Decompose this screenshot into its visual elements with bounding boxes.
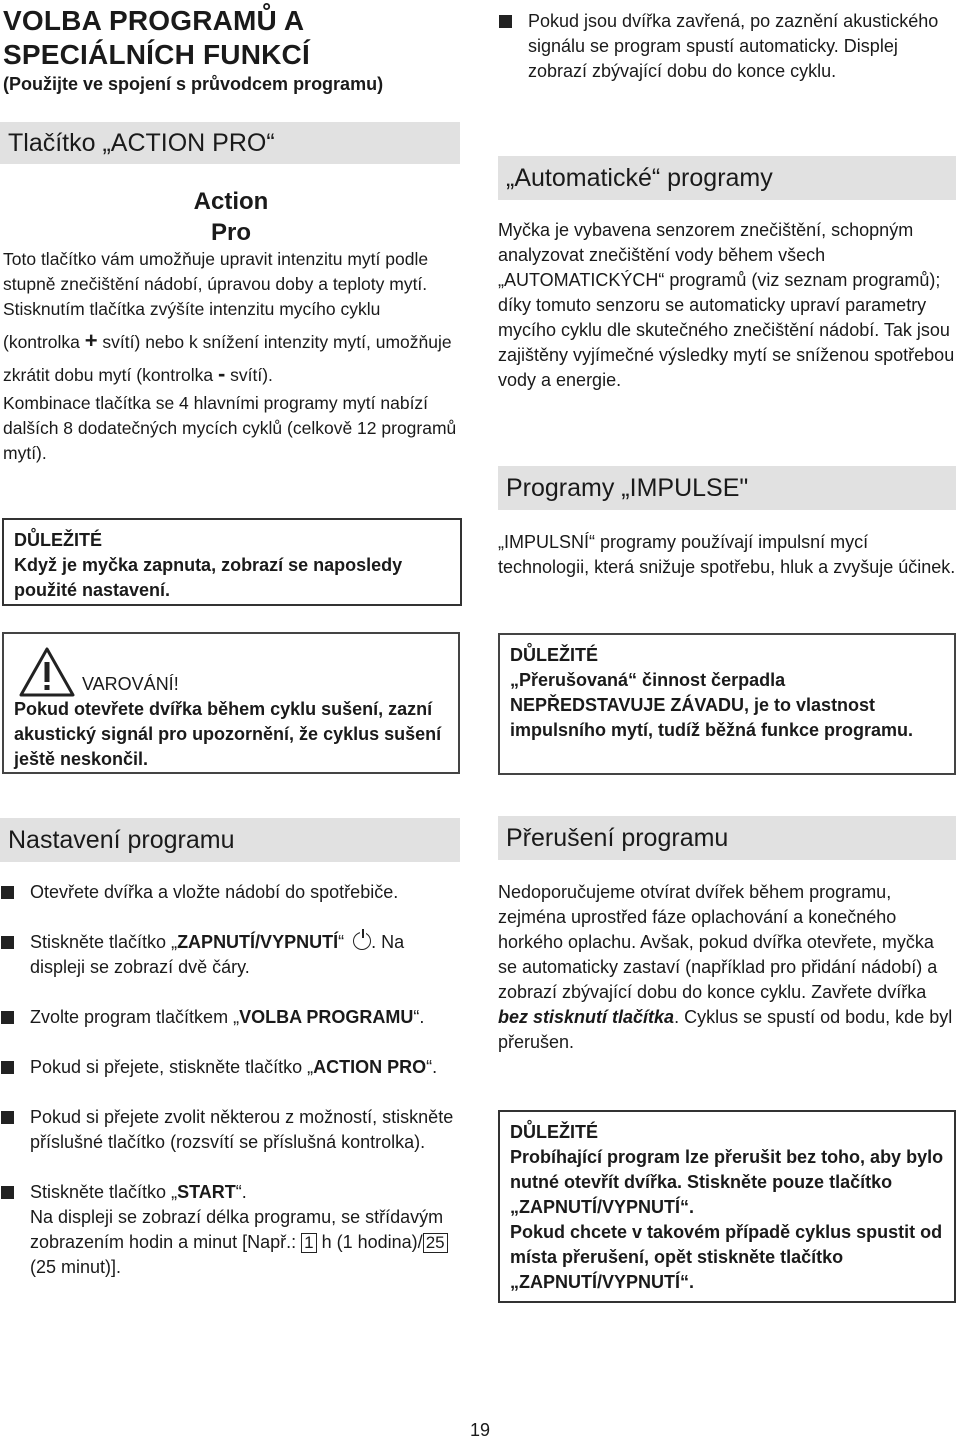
- step-text: “.: [235, 1182, 247, 1202]
- section-title-nastaveni: Nastavení programu: [8, 826, 235, 854]
- list-item: [0, 1180, 460, 1280]
- section-band-automaticke: [498, 156, 956, 200]
- step-text: Pokud si přejete, stiskněte tlačítko „: [30, 1057, 314, 1077]
- page-title: [3, 4, 310, 72]
- action-pro-heading-line2: Pro: [210, 219, 251, 246]
- step-text: h (1 hodina)/: [316, 1232, 423, 1252]
- section-title-action-pro: Tlačítko „ACTION PRO“: [8, 129, 275, 157]
- action-pro-paragraph-1: Toto tlačítko vám umožňuje upravit intenzitu mytí podle stupně znečištění nádobí, úpravou doby a teploty mytí.: [3, 249, 429, 294]
- section-band-nastaveni: [0, 818, 460, 862]
- list-item: [0, 1105, 460, 1155]
- preruseni-text-part-c: . Cyklus se spustí od bodu, kde byl přerušen.: [498, 1007, 953, 1052]
- preruseni-text-part-a: Nedoporučujeme otvírat dvířek během programu, zejména uprostřed fáze oplachování a konečného horkého oplachu. Avšak, pokud dvířka otevřete, myčka se automaticky zastaví (například pro přidání nádobí) a zobrazí zbývající dobu do konce cyklu. Zavřete dvířka: [498, 882, 938, 1002]
- preruseni-text: [498, 880, 956, 1055]
- bullet-square-icon: [1, 1061, 14, 1074]
- step-text: Zvolte program tlačítkem „: [30, 1007, 240, 1027]
- plus-indicator: +: [84, 328, 98, 353]
- important-title: DŮLEŽITÉ: [14, 530, 102, 550]
- step-text: Pokud si přejete zvolit některou z možností, stiskněte příslušné tlačítko (rozsvítí se příslušná kontrolka).: [30, 1107, 454, 1152]
- step-text: “: [338, 932, 350, 952]
- minus-indicator: -: [217, 361, 226, 386]
- important-text: Když je myčka zapnuta, zobrazí se naposledy použité nastavení.: [14, 555, 403, 600]
- step-button-name: VOLBA PROGRAMU: [239, 1007, 414, 1027]
- automaticke-text: Myčka je vybavena senzorem znečištění, schopným analyzovat znečištění vody během všech „AUTOMATICKÝCH“ programů (viz seznam programů); díky tomuto senzoru se automaticky upraví parametry mycího cyklu dle skutečného znečištění nádobí. Tak jsou zajištěny vyjímečné výsledky mytí se sníženou spotřebou vody a energie.: [498, 220, 955, 390]
- step-text: “.: [426, 1057, 438, 1077]
- bullet-square-icon: [1, 886, 14, 899]
- action-pro-text: [3, 247, 461, 466]
- section-band-action-pro: [0, 122, 460, 164]
- step-text: Stiskněte tlačítko „: [30, 1182, 178, 1202]
- step-text: Pokud jsou dvířka zavřená, po zaznění akustického signálu se program spustí automaticky. Displej zobrazí zbývající dobu do konce cyklu.: [528, 11, 939, 81]
- bullet-square-icon: [1, 1011, 14, 1024]
- action-pro-p2-part-c: svítí).: [225, 365, 273, 385]
- action-pro-p2-part-b: svítí) nebo k snížení intenzity mytí, umožňuje zkrátit dobu mytí (kontrolka: [3, 332, 452, 385]
- warning-triangle-icon: [18, 646, 76, 698]
- warning-text: Pokud otevřete dvířka během cyklu sušení, zazní akustický signál pro upozornění, že cyklus sušení ještě neskončil.: [14, 699, 442, 769]
- important-text: Pokud chcete v takovém případě cyklus spustit od místa přerušení, opět stiskněte tlačítko „ZAPNUTÍ/VYPNUTÍ“.: [510, 1222, 943, 1292]
- bullet-square-icon: [1, 1111, 14, 1124]
- bullet-square-icon: [499, 15, 512, 28]
- list-item: [0, 1055, 460, 1080]
- step-text: (25 minut)].: [30, 1257, 122, 1277]
- impulse-text: „IMPULSNÍ“ programy používají impulsní mycí technologii, která snižuje spotřebu, hluk a zvyšuje účinek.: [498, 532, 956, 577]
- action-pro-paragraph-2: [3, 294, 461, 391]
- step-button-name: START: [177, 1182, 236, 1202]
- section-title-automaticke: „Automatické“ programy: [506, 164, 773, 192]
- important-box-impulse: [498, 633, 956, 775]
- step-button-name: ACTION PRO: [313, 1057, 427, 1077]
- list-item: [0, 880, 460, 905]
- power-icon: [353, 932, 371, 950]
- page-title-line1: VOLBA PROGRAMŮ A: [3, 5, 305, 36]
- step-text: . Na displeji se zobrazí dvě čáry.: [30, 932, 405, 977]
- important-title: DŮLEŽITÉ: [510, 1122, 598, 1142]
- page-title-line2: SPECIÁLNÍCH FUNKCÍ: [3, 39, 310, 70]
- list-item: [498, 9, 956, 84]
- action-pro-paragraph-3: Kombinace tlačítka se 4 hlavními programy mytí nabízí dalších 8 dodatečných mycích cyklů (celkově 12 programů mytí).: [3, 393, 457, 463]
- important-title: DŮLEŽITÉ: [510, 645, 598, 665]
- step-button-name: ZAPNUTÍ/VYPNUTÍ: [177, 932, 339, 952]
- section-band-preruseni: [498, 816, 956, 860]
- display-digit-box: 25: [423, 1233, 448, 1253]
- action-pro-heading: [0, 186, 462, 248]
- bullet-square-icon: [1, 1186, 14, 1199]
- action-pro-heading-line1: Action: [193, 188, 269, 215]
- important-text: Probíhající program lze přerušit bez toho, aby bylo nutné otevřít dvířka. Stiskněte pouze tlačítko „ZAPNUTÍ/VYPNUTÍ“.: [510, 1147, 944, 1217]
- step-text: Na displeji se zobrazí délka programu, se střídavým zobrazením hodin a minut [Např.:: [30, 1207, 444, 1252]
- warning-title: VAROVÁNÍ!: [82, 674, 179, 694]
- bullet-square-icon: [1, 936, 14, 949]
- right-top-bullet: [498, 9, 956, 109]
- important-box-preruseni: [498, 1110, 956, 1303]
- important-text: „Přerušovaná“ činnost čerpadla NEPŘEDSTAVUJE ZÁVADU, je to vlastnost impulsního mytí, tudíž běžná funkce programu.: [510, 670, 914, 740]
- section-title-impulse: Programy „IMPULSE": [506, 474, 749, 502]
- page-number: 19: [470, 1420, 491, 1440]
- step-text: “.: [413, 1007, 425, 1027]
- page-subtitle: (Použijte ve spojení s průvodcem programu): [3, 74, 384, 94]
- display-digit-box: 1: [301, 1233, 316, 1253]
- preruseni-text-emphasis: bez stisknutí tlačítka: [498, 1007, 675, 1027]
- warning-box: [2, 632, 460, 774]
- section-title-preruseni: Přerušení programu: [506, 824, 729, 852]
- list-item: [0, 930, 460, 980]
- list-item: [0, 1005, 460, 1030]
- step-text: Otevřete dvířka a vložte nádobí do spotřebiče.: [30, 882, 399, 902]
- important-box-action-pro: [2, 518, 462, 606]
- section-band-impulse: [498, 466, 956, 510]
- step-text: Stiskněte tlačítko „: [30, 932, 178, 952]
- nastaveni-steps: [0, 880, 460, 1305]
- action-pro-p2-part-a: Stisknutím tlačítka zvýšíte intenzitu mycího cyklu (kontrolka: [3, 299, 381, 352]
